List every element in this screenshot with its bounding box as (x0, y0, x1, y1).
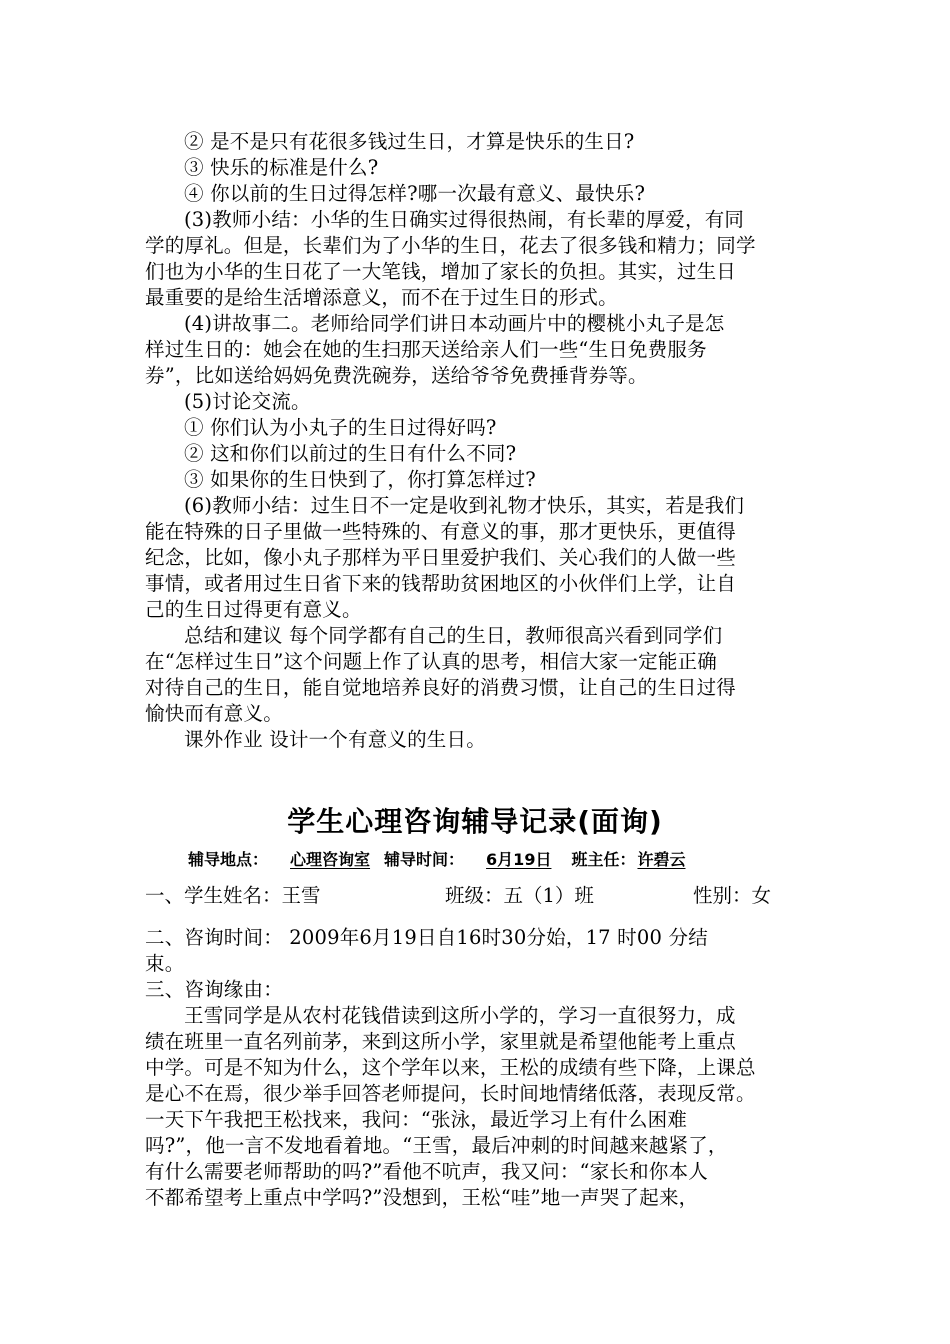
student-class: 班级：五（1）班 (445, 884, 594, 907)
consult-time-line: 束。 (145, 952, 185, 975)
question-3: ③ 快乐的标准是什么? (184, 156, 379, 179)
paragraph-4-line: (4)讲故事二。老师给同学们讲日本动画片中的樱桃小丸子是怎 (184, 312, 725, 335)
reason-line: 中学。可是不知为什么，这个学年以来，王松的成绩有些下降，上课总 (145, 1056, 756, 1079)
reason-line: 不都希望考上重点中学吗?”没想到，王松“哇”地一声哭了起来， (145, 1186, 699, 1209)
teacher-value: 许碧云 (637, 850, 686, 869)
reason-line: 吗?”，他一言不发地看着地。“王雪，最后冲刺的时间越来越紧了， (145, 1134, 728, 1157)
summary-line: 愉快而有意义。 (145, 702, 283, 725)
student-name: 一、学生姓名：王雪 (145, 884, 321, 907)
record-title: 学生心理咨询辅导记录(面询) (287, 805, 663, 838)
reason-line: 一天下午我把王松找来，我问：“张泳，最近学习上有什么困难 (145, 1108, 688, 1131)
paragraph-3-line: (3)教师小结：小华的生日确实过得很热闹，有长辈的厚爱，有同 (184, 208, 745, 231)
homework: 课外作业 设计一个有意义的生日。 (184, 728, 486, 751)
summary-line: 在“怎样过生日”这个问题上作了认真的思考，相信大家一定能正确 (145, 650, 717, 673)
reason-label: 三、咨询缘由： (145, 978, 283, 1001)
paragraph-6-line: 事情，或者用过生日省下来的钱帮助贫困地区的小伙伴们上学，让自 (145, 572, 737, 595)
question-4: ④ 你以前的生日过得怎样?哪一次最有意义、最快乐? (184, 182, 646, 205)
reason-line: 绩在班里一直名列前茅，来到这所小学，家里就是希望他能考上重点 (145, 1030, 737, 1053)
time-value: 6月19日 (486, 850, 552, 869)
paragraph-4-line: 样过生日的：她会在她的生扫那天送给亲人们一些“生日免费服务 (145, 338, 707, 361)
paragraph-3-line: 最重要的是给生活增添意义，而不在于过生日的形式。 (145, 286, 618, 309)
place-value: 心理咨询室 (290, 850, 371, 869)
student-gender: 性别：女 (693, 884, 772, 907)
paragraph-6-line: (6)教师小结：过生日不一定是收到礼物才快乐，其实，若是我们 (184, 494, 745, 517)
record-meta (188, 848, 707, 872)
consult-time-line: 二、咨询时间： 2009年6月19日自16时30分始，17 时00 分结 (145, 926, 708, 949)
reason-line: 有什么需要老师帮助的吗?”看他不吭声，我又问：“家长和你本人 (145, 1160, 708, 1183)
paragraph-5: (5)讨论交流。 (184, 390, 311, 413)
discussion-3: ③ 如果你的生日快到了，你打算怎样过? (184, 468, 536, 491)
summary-line: 总结和建议 每个同学都有自己的生日，教师很高兴看到同学们 (184, 624, 723, 647)
summary-line: 对待自己的生日，能自觉地培养良好的消费习惯，让自己的生日过得 (145, 676, 737, 699)
reason-line: 王雪同学是从农村花钱借读到这所小学的，学习一直很努力，成 (184, 1004, 736, 1027)
time-label: 辅导时间： (384, 850, 465, 869)
question-2: ② 是不是只有花很多钱过生日，才算是快乐的生日? (184, 130, 635, 153)
paragraph-6-line: 能在特殊的日子里做一些特殊的、有意义的事，那才更快乐，更值得 (145, 520, 737, 543)
discussion-1: ① 你们认为小丸子的生日过得好吗? (184, 416, 497, 439)
discussion-2: ② 这和你们以前过的生日有什么不同? (184, 442, 517, 465)
paragraph-6-line: 纪念，比如，像小丸子那样为平日里爱护我们、关心我们的人做一些 (145, 546, 737, 569)
paragraph-4-line: 券”，比如送给妈妈免费洗碗券，送给爷爷免费捶背券等。 (145, 364, 648, 387)
reason-line: 是心不在焉，很少举手回答老师提问，长时间地情绪低落，表现反常。 (145, 1082, 756, 1105)
paragraph-6-line: 己的生日过得更有意义。 (145, 598, 362, 621)
teacher-label: 班主任： (571, 850, 636, 869)
paragraph-3-line: 学的厚礼。但是，长辈们为了小华的生日，花去了很多钱和精力；同学 (145, 234, 756, 257)
paragraph-3-line: 们也为小华的生日花了一大笔钱，增加了家长的负担。其实，过生日 (145, 260, 737, 283)
place-label: 辅导地点： (188, 850, 269, 869)
